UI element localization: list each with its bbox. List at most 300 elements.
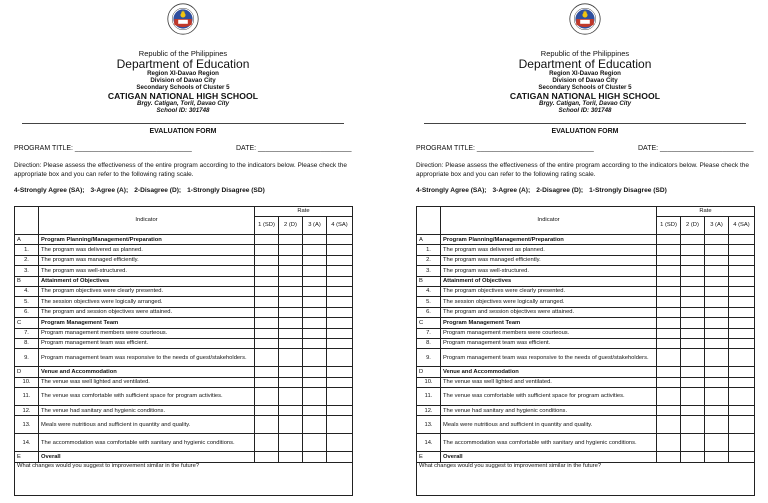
table-row [417, 406, 755, 416]
rate-header: Rate [657, 207, 755, 217]
header-divider [22, 123, 344, 124]
rating-checkbox[interactable] [255, 266, 279, 276]
section-letter: E [15, 452, 39, 462]
rating-checkbox[interactable] [681, 307, 705, 317]
section-title: Program Planning/Management/Preparation [39, 235, 255, 245]
rating-checkbox[interactable] [729, 367, 755, 377]
rating-checkbox[interactable] [327, 286, 353, 296]
rating-checkbox[interactable] [681, 434, 705, 452]
table-row [417, 255, 755, 265]
rating-checkbox[interactable] [303, 276, 327, 286]
rating-checkbox[interactable] [279, 318, 303, 328]
section-row [15, 452, 353, 462]
item-number: 7. [417, 328, 441, 338]
indicator-text: The venue was comfortable with sufficient space for program activities. [39, 388, 255, 406]
rating-checkbox[interactable] [705, 307, 729, 317]
indicator-text: Program management members were courteous. [441, 328, 657, 338]
rating-checkbox[interactable] [657, 276, 681, 286]
rating-checkbox[interactable] [255, 286, 279, 296]
table-row [15, 286, 353, 296]
rate-column-header: 1 (SD) [657, 217, 681, 235]
table-row [417, 286, 755, 296]
rating-checkbox[interactable] [303, 318, 327, 328]
rating-checkbox[interactable] [729, 349, 755, 367]
rating-checkbox[interactable] [327, 297, 353, 307]
rating-checkbox[interactable] [657, 266, 681, 276]
school-id: School ID: 301748 [558, 107, 612, 115]
item-number: 2. [15, 255, 39, 265]
republic-line: Republic of the Philippines [540, 49, 630, 58]
table-row [417, 338, 755, 348]
item-number: 13. [15, 416, 39, 434]
rating-checkbox[interactable] [303, 377, 327, 387]
suggestion-row [417, 462, 755, 495]
rating-checkbox[interactable] [303, 255, 327, 265]
item-number: 14. [15, 434, 39, 452]
rating-checkbox[interactable] [681, 452, 705, 462]
rating-checkbox[interactable] [279, 307, 303, 317]
section-title: Program Management Team [441, 318, 657, 328]
scale-item: 1-Strongly Disagree (SD) [187, 187, 265, 194]
number-header [15, 207, 39, 235]
item-number: 6. [417, 307, 441, 317]
rating-checkbox[interactable] [327, 338, 353, 348]
region-line: Region XI-Davao Region [549, 70, 621, 78]
rating-checkbox[interactable] [255, 255, 279, 265]
rating-checkbox[interactable] [657, 286, 681, 296]
rating-checkbox[interactable] [657, 235, 681, 245]
rating-checkbox[interactable] [729, 434, 755, 452]
indicator-text: Meals were nutritious and sufficient in quantity and quality. [39, 416, 255, 434]
indicator-text: The program was well-structured. [39, 266, 255, 276]
region-line: Region XI-Davao Region [147, 70, 219, 78]
school-address: Brgy. Catigan, Toril, Davao City [136, 100, 230, 108]
rating-checkbox[interactable] [327, 328, 353, 338]
indicator-text: The venue was comfortable with sufficient space for program activities. [441, 388, 657, 406]
rating-checkbox[interactable] [657, 416, 681, 434]
indicator-text: The program and session objectives were attained. [441, 307, 657, 317]
school-id: School ID: 301748 [156, 107, 210, 115]
item-number: 5. [15, 297, 39, 307]
rating-checkbox[interactable] [657, 318, 681, 328]
indicator-text: The program objectives were clearly presented. [441, 286, 657, 296]
evaluation-table [14, 206, 353, 496]
rating-checkbox[interactable] [705, 318, 729, 328]
rating-checkbox[interactable] [705, 367, 729, 377]
suggestion-field[interactable]: What changes would you suggest to improvement similar in the future? [15, 462, 353, 495]
table-row [15, 434, 353, 452]
rating-checkbox[interactable] [705, 286, 729, 296]
item-number: 2. [417, 255, 441, 265]
rating-checkbox[interactable] [705, 452, 729, 462]
rating-checkbox[interactable] [303, 452, 327, 462]
rating-checkbox[interactable] [729, 338, 755, 348]
rate-column-header: 1 (SD) [255, 217, 279, 235]
section-row [417, 318, 755, 328]
rating-checkbox[interactable] [279, 235, 303, 245]
rating-checkbox[interactable] [303, 388, 327, 406]
rating-checkbox[interactable] [279, 297, 303, 307]
indicator-text: The venue had sanitary and hygienic conditions. [441, 406, 657, 416]
indicator-header: Indicator [39, 207, 255, 235]
rating-checkbox[interactable] [279, 255, 303, 265]
rating-checkbox[interactable] [279, 377, 303, 387]
rating-checkbox[interactable] [327, 377, 353, 387]
rating-checkbox[interactable] [327, 349, 353, 367]
republic-line: Republic of the Philippines [138, 49, 228, 58]
rating-checkbox[interactable] [279, 328, 303, 338]
indicator-header: Indicator [441, 207, 657, 235]
rating-checkbox[interactable] [657, 245, 681, 255]
rating-checkbox[interactable] [255, 235, 279, 245]
rating-checkbox[interactable] [327, 367, 353, 377]
table-row [15, 328, 353, 338]
number-header [417, 207, 441, 235]
rating-checkbox[interactable] [255, 406, 279, 416]
section-letter: D [417, 367, 441, 377]
rating-checkbox[interactable] [681, 377, 705, 387]
rating-checkbox[interactable] [303, 286, 327, 296]
section-title: Program Management Team [39, 318, 255, 328]
rating-checkbox[interactable] [705, 416, 729, 434]
rating-checkbox[interactable] [327, 266, 353, 276]
rating-scale [416, 187, 754, 194]
rating-checkbox[interactable] [657, 297, 681, 307]
evaluation-form [14, 0, 352, 503]
rating-checkbox[interactable] [279, 338, 303, 348]
section-title: Overall [441, 452, 657, 462]
table-row [15, 245, 353, 255]
item-number: 6. [15, 307, 39, 317]
rating-checkbox[interactable] [303, 416, 327, 434]
table-header-row [417, 207, 755, 217]
section-title: Program Planning/Management/Preparation [441, 235, 657, 245]
cluster-line: Secondary Schools of Cluster 5 [136, 84, 230, 92]
date-field[interactable]: DATE: ________________________ [638, 145, 754, 152]
item-number: 10. [417, 377, 441, 387]
rating-checkbox[interactable] [657, 307, 681, 317]
rating-checkbox[interactable] [681, 276, 705, 286]
rating-checkbox[interactable] [657, 349, 681, 367]
program-title-field[interactable]: PROGRAM TITLE: ______________________________ [14, 145, 192, 152]
table-row [15, 416, 353, 434]
rating-checkbox[interactable] [327, 318, 353, 328]
direction-text: Direction: Please assess the effectiveness of the entire program according to the indicators below. Please check the appropriate box and you can refer to the following rating scale. [416, 162, 750, 178]
rating-checkbox[interactable] [729, 406, 755, 416]
section-letter: D [15, 367, 39, 377]
section-row [417, 367, 755, 377]
rating-checkbox[interactable] [657, 406, 681, 416]
section-letter: C [15, 318, 39, 328]
rating-checkbox[interactable] [681, 416, 705, 434]
rating-checkbox[interactable] [303, 245, 327, 255]
rating-checkbox[interactable] [705, 276, 729, 286]
rating-checkbox[interactable] [279, 416, 303, 434]
rating-checkbox[interactable] [303, 434, 327, 452]
rating-checkbox[interactable] [327, 406, 353, 416]
scale-item: 3-Agree (A); [90, 187, 129, 194]
section-letter: A [15, 235, 39, 245]
rating-checkbox[interactable] [327, 235, 353, 245]
rating-checkbox[interactable] [729, 388, 755, 406]
rating-checkbox[interactable] [279, 266, 303, 276]
rating-checkbox[interactable] [657, 367, 681, 377]
table-row [15, 266, 353, 276]
scale-item: 3-Agree (A); [492, 187, 531, 194]
rating-checkbox[interactable] [729, 276, 755, 286]
rating-checkbox[interactable] [657, 377, 681, 387]
rating-checkbox[interactable] [255, 328, 279, 338]
item-number: 5. [417, 297, 441, 307]
rating-checkbox[interactable] [729, 235, 755, 245]
rating-checkbox[interactable] [729, 318, 755, 328]
rating-checkbox[interactable] [279, 245, 303, 255]
rating-checkbox[interactable] [729, 286, 755, 296]
indicator-text: The venue had sanitary and hygienic conditions. [39, 406, 255, 416]
section-row [417, 276, 755, 286]
indicator-text: The session objectives were logically arranged. [441, 297, 657, 307]
form-title: EVALUATION FORM [551, 128, 619, 135]
rating-checkbox[interactable] [681, 255, 705, 265]
rating-checkbox[interactable] [279, 452, 303, 462]
rating-checkbox[interactable] [657, 338, 681, 348]
section-title: Venue and Accommodation [39, 367, 255, 377]
indicator-text: The program objectives were clearly presented. [39, 286, 255, 296]
rating-checkbox[interactable] [327, 245, 353, 255]
rate-header: Rate [255, 207, 353, 217]
rating-checkbox[interactable] [705, 266, 729, 276]
indicator-text: The program was delivered as planned. [441, 245, 657, 255]
section-title: Attainment of Objectives [39, 276, 255, 286]
item-number: 12. [417, 406, 441, 416]
scale-item: 1-Strongly Disagree (SD) [589, 187, 667, 194]
rating-checkbox[interactable] [705, 338, 729, 348]
rating-checkbox[interactable] [729, 255, 755, 265]
rating-checkbox[interactable] [327, 307, 353, 317]
suggestion-field[interactable]: What changes would you suggest to improvement similar in the future? [417, 462, 755, 495]
rating-checkbox[interactable] [705, 434, 729, 452]
item-number: 14. [417, 434, 441, 452]
rate-column-header: 4 (SA) [729, 217, 755, 235]
suggestion-row [15, 462, 353, 495]
rating-checkbox[interactable] [327, 452, 353, 462]
rating-checkbox[interactable] [705, 245, 729, 255]
table-row [417, 307, 755, 317]
rating-checkbox[interactable] [705, 377, 729, 387]
table-header-row [15, 207, 353, 217]
rating-checkbox[interactable] [255, 297, 279, 307]
rating-checkbox[interactable] [255, 434, 279, 452]
indicator-text: The program was managed efficiently. [39, 255, 255, 265]
rating-checkbox[interactable] [279, 276, 303, 286]
item-number: 4. [15, 286, 39, 296]
rating-checkbox[interactable] [327, 388, 353, 406]
indicator-text: Program management team was efficient. [441, 338, 657, 348]
rating-checkbox[interactable] [681, 367, 705, 377]
table-row [15, 377, 353, 387]
rating-checkbox[interactable] [705, 388, 729, 406]
rating-checkbox[interactable] [327, 276, 353, 286]
item-number: 1. [417, 245, 441, 255]
table-row [15, 297, 353, 307]
table-row [417, 349, 755, 367]
section-title: Overall [39, 452, 255, 462]
rating-checkbox[interactable] [279, 367, 303, 377]
section-row [417, 452, 755, 462]
scale-item: 4-Strongly Agree (SA); [14, 187, 85, 194]
rating-scale [14, 187, 352, 194]
header-divider [424, 123, 746, 124]
rating-checkbox[interactable] [729, 297, 755, 307]
rating-checkbox[interactable] [729, 452, 755, 462]
rating-checkbox[interactable] [327, 416, 353, 434]
rating-checkbox[interactable] [657, 388, 681, 406]
rating-checkbox[interactable] [705, 349, 729, 367]
rating-checkbox[interactable] [279, 349, 303, 367]
table-row [417, 297, 755, 307]
indicator-text: Program management team was responsive to the needs of guest/stakeholders. [39, 349, 255, 367]
rating-checkbox[interactable] [255, 388, 279, 406]
rating-checkbox[interactable] [303, 307, 327, 317]
item-number: 10. [15, 377, 39, 387]
rating-checkbox[interactable] [255, 367, 279, 377]
section-row [417, 235, 755, 245]
section-letter: B [417, 276, 441, 286]
rating-checkbox[interactable] [327, 255, 353, 265]
section-letter: A [417, 235, 441, 245]
rating-checkbox[interactable] [729, 266, 755, 276]
rating-checkbox[interactable] [729, 307, 755, 317]
scale-item: 2-Disagree (D); [134, 187, 182, 194]
rating-checkbox[interactable] [729, 416, 755, 434]
indicator-text: The program was delivered as planned. [39, 245, 255, 255]
scale-item: 4-Strongly Agree (SA); [416, 187, 487, 194]
section-letter: B [15, 276, 39, 286]
rating-checkbox[interactable] [681, 318, 705, 328]
rating-checkbox[interactable] [681, 235, 705, 245]
form-title: EVALUATION FORM [149, 128, 217, 135]
table-row [417, 245, 755, 255]
rating-checkbox[interactable] [681, 245, 705, 255]
rating-checkbox[interactable] [303, 349, 327, 367]
direction-text: Direction: Please assess the effectiveness of the entire program according to the indicators below. Please check the appropriate box and you can refer to the following rating scale. [14, 162, 348, 178]
rating-checkbox[interactable] [729, 328, 755, 338]
rating-checkbox[interactable] [681, 297, 705, 307]
rating-checkbox[interactable] [657, 434, 681, 452]
rate-column-header: 3 (A) [705, 217, 729, 235]
item-number: 8. [15, 338, 39, 348]
rating-checkbox[interactable] [729, 245, 755, 255]
rating-checkbox[interactable] [303, 297, 327, 307]
rating-checkbox[interactable] [255, 318, 279, 328]
division-line: Division of Davao City [552, 77, 618, 85]
rating-checkbox[interactable] [255, 349, 279, 367]
school-name: CATIGAN NATIONAL HIGH SCHOOL [107, 90, 259, 101]
rating-checkbox[interactable] [327, 434, 353, 452]
rating-checkbox[interactable] [303, 235, 327, 245]
table-row [15, 255, 353, 265]
rating-checkbox[interactable] [279, 434, 303, 452]
table-row [417, 266, 755, 276]
rating-checkbox[interactable] [681, 388, 705, 406]
rating-checkbox[interactable] [255, 276, 279, 286]
rating-checkbox[interactable] [729, 377, 755, 387]
rating-checkbox[interactable] [705, 255, 729, 265]
table-row [15, 406, 353, 416]
rating-checkbox[interactable] [657, 328, 681, 338]
indicator-text: Program management team was efficient. [39, 338, 255, 348]
rating-checkbox[interactable] [681, 338, 705, 348]
indicator-text: Program management team was responsive to the needs of guest/stakeholders. [441, 349, 657, 367]
indicator-text: The program and session objectives were attained. [39, 307, 255, 317]
rating-checkbox[interactable] [255, 338, 279, 348]
department-name: Department of Education [116, 57, 250, 72]
evaluation-form [416, 0, 754, 503]
indicator-text: The program was managed efficiently. [441, 255, 657, 265]
section-row [15, 276, 353, 286]
letterhead [14, 50, 352, 115]
rating-checkbox[interactable] [303, 328, 327, 338]
rating-checkbox[interactable] [681, 349, 705, 367]
indicator-text: Meals were nutritious and sufficient in quantity and quality. [441, 416, 657, 434]
rating-checkbox[interactable] [705, 297, 729, 307]
item-number: 1. [15, 245, 39, 255]
rating-checkbox[interactable] [255, 377, 279, 387]
rating-checkbox[interactable] [279, 286, 303, 296]
rating-checkbox[interactable] [657, 452, 681, 462]
table-row [417, 328, 755, 338]
evaluation-table [416, 206, 755, 496]
rating-checkbox[interactable] [279, 388, 303, 406]
rating-checkbox[interactable] [657, 255, 681, 265]
rating-checkbox[interactable] [279, 406, 303, 416]
rating-checkbox[interactable] [705, 328, 729, 338]
rating-checkbox[interactable] [681, 328, 705, 338]
indicator-text: Program management members were courteous. [39, 328, 255, 338]
rating-checkbox[interactable] [255, 452, 279, 462]
scale-item: 2-Disagree (D); [536, 187, 584, 194]
item-number: 8. [417, 338, 441, 348]
deped-seal-icon [167, 3, 199, 35]
rating-checkbox[interactable] [303, 266, 327, 276]
rating-checkbox[interactable] [303, 406, 327, 416]
school-name: CATIGAN NATIONAL HIGH SCHOOL [509, 90, 661, 101]
rating-checkbox[interactable] [255, 416, 279, 434]
program-title-field[interactable]: PROGRAM TITLE: ______________________________ [416, 145, 594, 152]
section-row [15, 318, 353, 328]
rating-checkbox[interactable] [681, 406, 705, 416]
item-number: 11. [417, 388, 441, 406]
rating-checkbox[interactable] [255, 245, 279, 255]
rating-checkbox[interactable] [681, 266, 705, 276]
rating-checkbox[interactable] [303, 338, 327, 348]
table-row [15, 388, 353, 406]
table-row [15, 307, 353, 317]
deped-seal-icon [569, 3, 601, 35]
rate-column-header: 2 (D) [279, 217, 303, 235]
item-number: 13. [417, 416, 441, 434]
rating-checkbox[interactable] [705, 235, 729, 245]
date-field[interactable]: DATE: ________________________ [236, 145, 352, 152]
indicator-text: The accommodation was comfortable with sanitary and hygienic conditions. [441, 434, 657, 452]
section-title: Attainment of Objectives [441, 276, 657, 286]
rating-checkbox[interactable] [681, 286, 705, 296]
rating-checkbox[interactable] [255, 307, 279, 317]
item-number: 7. [15, 328, 39, 338]
section-row [15, 235, 353, 245]
rating-checkbox[interactable] [303, 367, 327, 377]
rating-checkbox[interactable] [705, 406, 729, 416]
